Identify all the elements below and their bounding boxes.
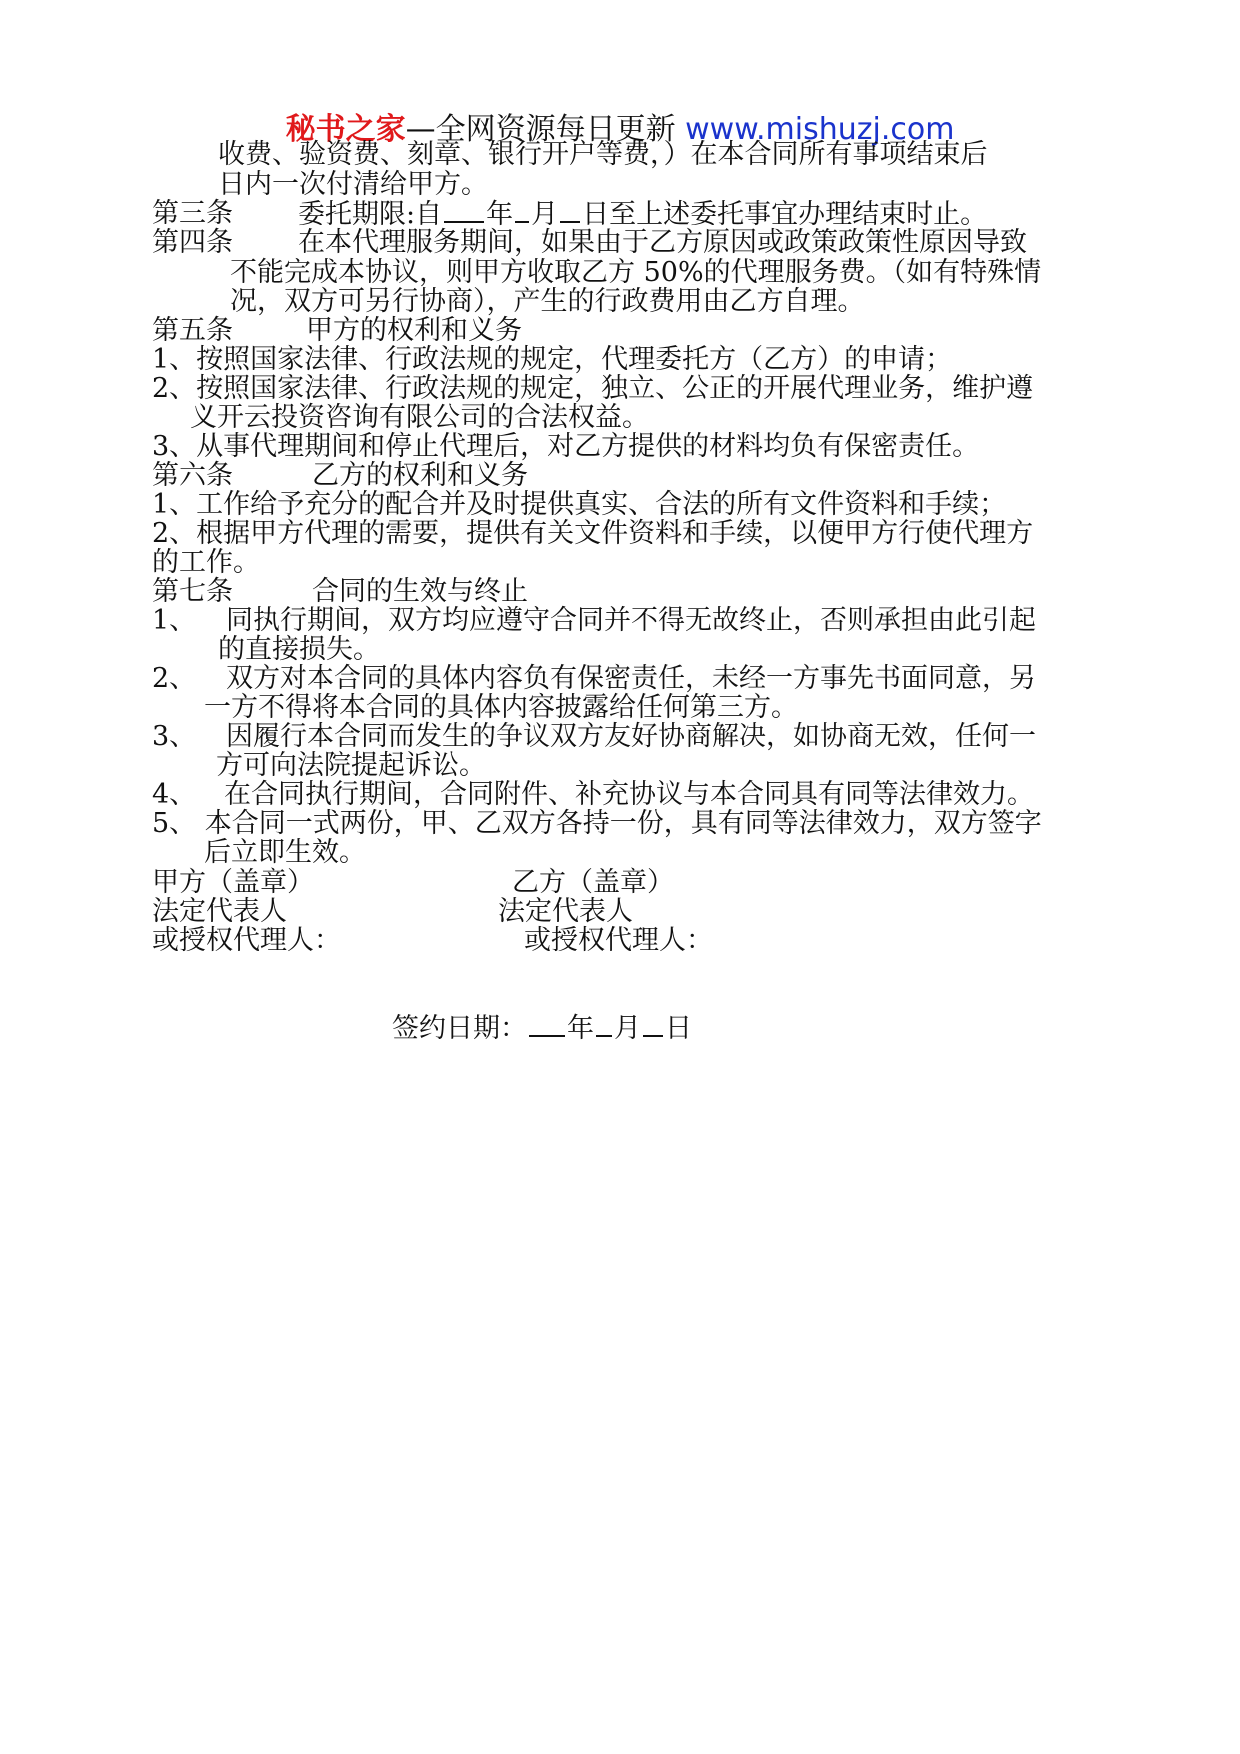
signing-year-label: 年 bbox=[567, 1013, 594, 1044]
article-7-item-1-number: 1、 bbox=[152, 605, 197, 636]
header-brand: 秘书之家 bbox=[285, 112, 406, 147]
header-tagline: —全网资源每日更新 bbox=[405, 112, 686, 147]
article-7-item-1-line-2: 的直接损失。 bbox=[218, 634, 380, 665]
signing-year-blank bbox=[529, 1011, 565, 1037]
fee-line-2: 日内一次付清给甲方。 bbox=[218, 169, 488, 200]
party-b-agent: 或授权代理人： bbox=[524, 925, 713, 956]
party-a-representative: 法定代表人 bbox=[152, 896, 287, 927]
article-5-item-2-line-1: 2、按照国家法律、行政法规的规定，独立、公正的开展代理业务，维护遵 bbox=[152, 373, 1034, 404]
article-7-item-2-line-1: 双方对本合同的具体内容负有保密责任，未经一方事先书面同意，另 bbox=[226, 663, 1036, 694]
year-blank bbox=[444, 197, 484, 223]
article-7-item-2-line-2: 一方不得将本合同的具体内容披露给任何第三方。 bbox=[204, 692, 798, 723]
article-7-item-3-line-2: 方可向法院提起诉讼。 bbox=[216, 750, 486, 781]
party-a-agent: 或授权代理人： bbox=[152, 925, 341, 956]
article-5-item-3: 3、从事代理期间和停止代理后，对乙方提供的材料均负有保密责任。 bbox=[152, 431, 980, 462]
article-4-line-3: 况，双方可另行协商），产生的行政费用由乙方自理。 bbox=[230, 286, 865, 317]
article-6-item-2-line-1: 2、根据甲方代理的需要，提供有关文件资料和手续，以便甲方行使代理方 bbox=[152, 518, 1034, 549]
article-5-title: 第五条 bbox=[152, 315, 233, 346]
article-4-title: 第四条 bbox=[152, 227, 233, 258]
article-7-item-3-line-1: 因履行本合同而发生的争议双方友好协商解决，如协商无效，任何一 bbox=[226, 721, 1036, 752]
article-7-item-1-line-1: 同执行期间，双方均应遵守合同并不得无故终止，否则承担由此引起 bbox=[226, 605, 1036, 636]
article-7-item-5-line-2: 后立即生效。 bbox=[204, 837, 366, 868]
party-b-representative: 法定代表人 bbox=[498, 896, 633, 927]
article-3-text-b: 年 bbox=[486, 199, 514, 230]
article-6-heading: 乙方的权利和义务 bbox=[312, 460, 528, 491]
article-5-item-2-line-2: 义开云投资咨询有限公司的合法权益。 bbox=[190, 402, 649, 433]
month-blank bbox=[515, 197, 529, 223]
article-7-item-4: 在合同执行期间，合同附件、补充协议与本合同具有同等法律效力。 bbox=[224, 779, 1034, 810]
article-3-text-d: 日至上述委托事宜办理结束时止。 bbox=[582, 199, 988, 230]
article-3-text-c: 月 bbox=[531, 199, 559, 230]
fee-line-1: 收费、验资费、刻章、银行开户等费，）在本合同所有事项结束后 bbox=[218, 139, 988, 170]
signing-day-blank bbox=[643, 1011, 663, 1037]
article-3-title: 第三条 bbox=[152, 198, 233, 229]
article-7-item-5-line-1: 5、 本合同一式两份，甲、乙双方各持一份，具有同等法律效力，双方签字 bbox=[152, 808, 1042, 839]
day-blank bbox=[560, 197, 580, 223]
article-5-item-1: 1、按照国家法律、行政法规的规定，代理委托方（乙方）的申请； bbox=[152, 344, 953, 375]
article-7-item-4-number: 4、 bbox=[152, 779, 197, 810]
party-a-seal: 甲方（盖章） bbox=[152, 867, 314, 898]
signing-month-blank bbox=[596, 1011, 612, 1037]
party-b-seal: 乙方（盖章） bbox=[512, 867, 674, 898]
article-7-heading: 合同的生效与终止 bbox=[312, 576, 528, 607]
header-url-link[interactable]: www.mishuzj.com bbox=[685, 112, 955, 147]
article-6-item-1: 1、工作给予充分的配合并及时提供真实、合法的所有文件资料和手续； bbox=[152, 489, 1007, 520]
article-7-item-3-number: 3、 bbox=[152, 721, 197, 752]
article-4-line-1: 在本代理服务期间，如果由于乙方原因或政策政策性原因导致 bbox=[298, 227, 1027, 258]
article-7-title: 第七条 bbox=[152, 576, 233, 607]
article-4-line-2: 不能完成本协议，则甲方收取乙方 50%的代理服务费。（如有特殊情 bbox=[230, 257, 1042, 288]
article-7-item-2-number: 2、 bbox=[152, 663, 197, 694]
signing-day-label: 日 bbox=[665, 1013, 692, 1044]
signing-date bbox=[392, 1011, 692, 1046]
article-6-item-2-line-2: 的工作。 bbox=[152, 547, 260, 578]
signing-month-label: 月 bbox=[614, 1013, 641, 1044]
article-5-heading: 甲方的权利和义务 bbox=[306, 315, 522, 346]
article-3-text-a: 委托期限:自 bbox=[298, 199, 443, 230]
signing-date-label: 签约日期： bbox=[392, 1013, 527, 1044]
article-6-title: 第六条 bbox=[152, 460, 233, 491]
